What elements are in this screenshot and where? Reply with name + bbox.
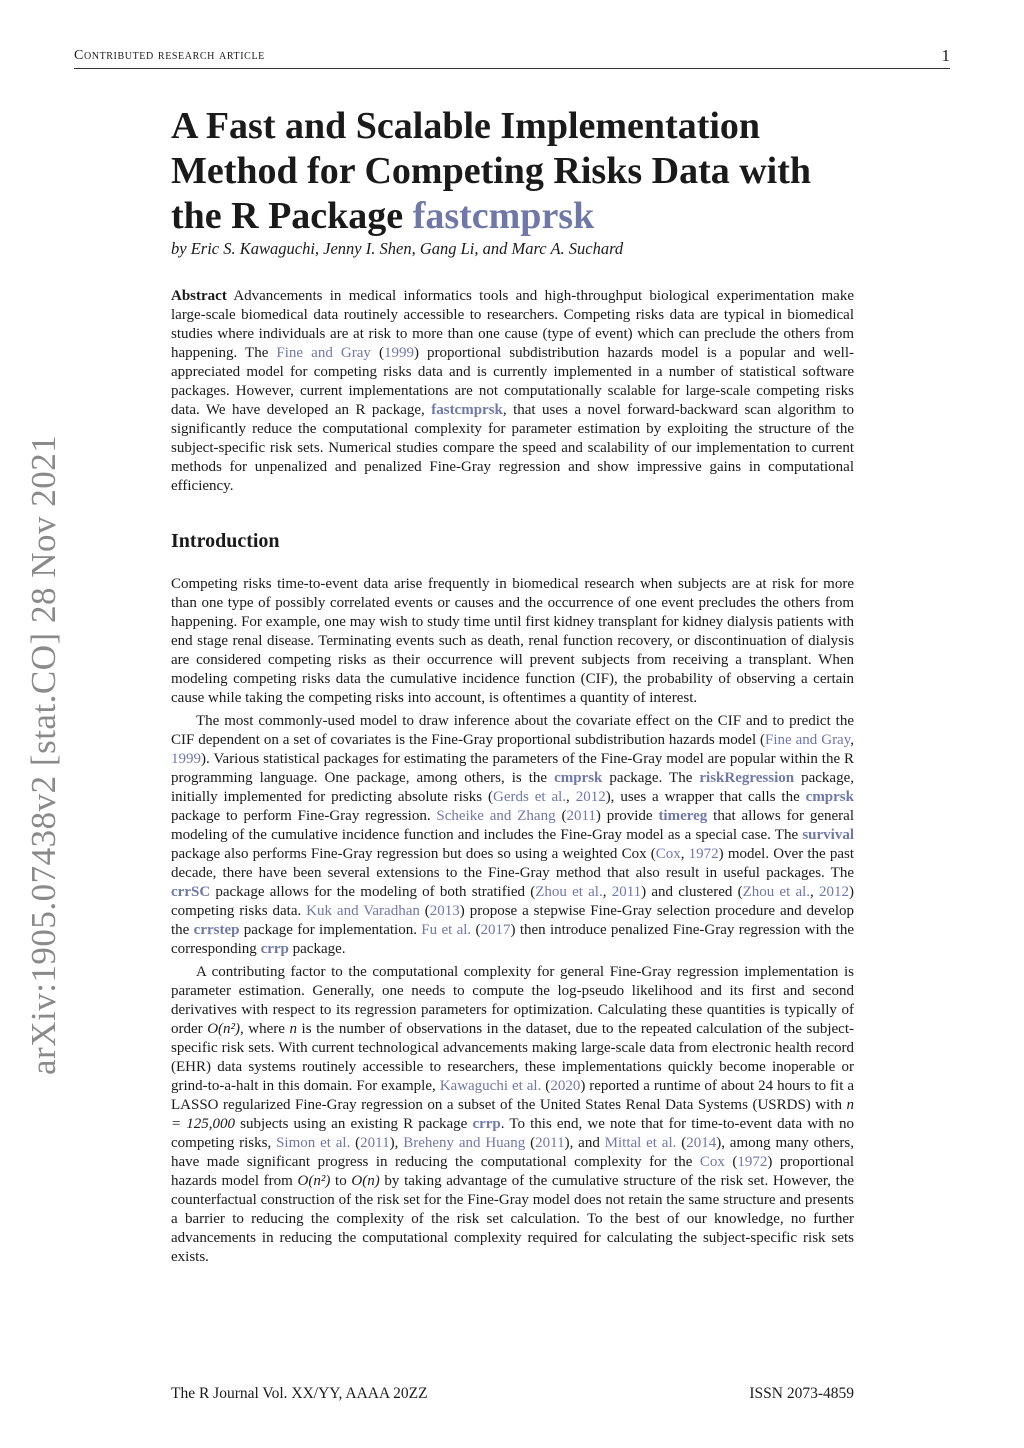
package-link[interactable]: crrp	[472, 1116, 501, 1132]
text-span: , where	[240, 1021, 290, 1037]
text-span: by taking advantage of the cumulative structure of the risk set. However, the counterfactual construction of the risk set for the Fine-Gray model does not retain the same structure and presents a barrier to reducing the complexity of the risk set calculation. To the best of our knowledge, no further advancements in reducing the computational complexity required for calculating the subject-specific risk sets exists.	[171, 1173, 855, 1265]
package-link[interactable]: timereg	[658, 808, 708, 824]
citation-year-link[interactable]: 2017	[480, 922, 511, 938]
text-span: package for implementation.	[239, 922, 422, 938]
text-span: package. The	[602, 770, 700, 786]
citation-link[interactable]: Breheny and Huang	[403, 1135, 526, 1151]
text-span: ) provide	[595, 808, 659, 824]
text-span: package.	[288, 941, 346, 957]
running-header	[74, 46, 950, 69]
text-span: (	[350, 1135, 361, 1151]
text-span: ) model. Over the past decade, there have been several extensions to the Fine-Gray method that also result in useful packages. The	[171, 846, 855, 881]
text-span: ,	[566, 789, 576, 805]
paragraph-3	[171, 963, 854, 1267]
citation-year-link[interactable]: 2011	[535, 1135, 565, 1151]
text-span: ),	[389, 1135, 404, 1151]
text-span: ), and	[564, 1135, 605, 1151]
package-link[interactable]: crrstep	[193, 922, 240, 938]
paragraph-1: Competing risks time-to-event data arise frequently in biomedical research when subjects are at risk for more than one type of possibly correlated events or causes and the occurrence of one event precludes the others from happening. For example, one may wish to study time until first kidney transplant for kidney dialysis patients with end stage renal disease. Terminating events such as death, renal function recovery, or discontinuation of dialysis are considered competing risks as their occurrence will prevent subjects from receiving a transplant. When modeling competing risks data the cumulative incidence function (CIF), the probability of observing a certain cause while taking the competing risks into account, is oftentimes a quantity of interest.	[171, 576, 854, 706]
citation-link[interactable]: Fu et al.	[421, 922, 472, 938]
section-label: Contributed research article	[74, 48, 265, 63]
citation-link[interactable]: Gerds et al.	[493, 789, 567, 805]
citation-year-link[interactable]: 2012	[819, 884, 850, 900]
text-span: to	[330, 1173, 352, 1189]
text-span: A contributing factor to the computational complexity for general Fine-Gray regression implementation is parameter estimation. Generally, one needs to compute the log-pseudo likelihood and its first and second derivatives with respect to its regression parameters for optimization. Calculating these quantities is typically of order	[171, 964, 854, 1037]
math-expression: O(n²)	[297, 1173, 331, 1189]
journal-footer: The R Journal Vol. XX/YY, AAAA 20ZZ	[171, 1385, 428, 1402]
text-span: ) then introduce penalized Fine-Gray regression with the corresponding	[171, 922, 854, 957]
text-span: (	[471, 922, 481, 938]
citation-link[interactable]: Kawaguchi et al.	[439, 1078, 542, 1094]
citation-link[interactable]: Fine and Gray	[765, 732, 851, 748]
math-expression: n	[289, 1021, 297, 1037]
text-span: is the number of observations in the dataset, due to the repeated calculation of the subject-specific risk sets. With current technological advancements making large-scale data from electronic health record (EHR) data systems routinely accessible to researchers, these implementations quickly become inoperable or grind-to-a-halt in this domain. For example,	[171, 1021, 854, 1094]
text-span: ) propose a stepwise Fine-Gray selection procedure and develop the	[171, 903, 855, 938]
text-span: ). Various statistical packages for estimating the parameters of the Fine-Gray model are popular within the R programming language. One package, among others, is the	[171, 751, 854, 786]
citation-year-link[interactable]: 2011	[611, 884, 642, 900]
paragraph-2	[171, 712, 854, 959]
citation-year-link[interactable]: 2011	[566, 808, 596, 824]
package-link[interactable]: survival	[802, 827, 854, 843]
text-span: package allows for the modeling of both stratified (	[210, 884, 536, 900]
math-expression: n = 125,000	[171, 1097, 854, 1132]
text-span: ,	[810, 884, 820, 900]
package-link[interactable]: fastcmprsk	[431, 402, 503, 418]
author-list: by Eric S. Kawaguchi, Jenny I. Shen, Gang Li, and Marc A. Suchard	[171, 239, 624, 258]
text-span: ), among many others, have made significant progress in reducing the computational complexity for the	[171, 1135, 855, 1170]
title-line-2: Method for Competing Risks Data with	[171, 150, 812, 192]
paper-title	[171, 104, 891, 239]
issn-footer: ISSN 2073-4859	[749, 1385, 854, 1402]
text-span: ) reported a runtime of about 24 hours to fit a LASSO regularized Fine-Gray regression on a subset of the United States Renal Data Systems (USRDS) with	[171, 1078, 854, 1113]
citation-link[interactable]: Zhou et al.	[535, 884, 603, 900]
citation-year-link[interactable]: 2020	[550, 1078, 581, 1094]
abstract-label: Abstract	[171, 288, 227, 304]
citation-year-link[interactable]: 2013	[429, 903, 460, 919]
citation-year-link[interactable]: 2012	[575, 789, 606, 805]
text-span: ) proportional hazards model from	[171, 1154, 854, 1189]
section-heading: Introduction	[171, 530, 280, 552]
package-link[interactable]: riskRegression	[699, 770, 795, 786]
package-link[interactable]: crrp	[260, 941, 289, 957]
package-link[interactable]: cmprsk	[805, 789, 854, 805]
abstract-text: Advancements in medical informatics tools and high-throughput biological experimentation make large-scale biomedical data routinely accessible to researchers. Competing risks data are typical in biomedical studies where individuals are at risk to more than one cause (type of event) which can preclude the others from happening. The	[171, 288, 854, 361]
text-span: ), uses a wrapper that calls the	[605, 789, 806, 805]
citation-link[interactable]: Simon et al.	[276, 1135, 351, 1151]
text-span: package to perform Fine-Gray regression.	[171, 808, 437, 824]
citation-paren: (	[370, 345, 384, 361]
package-link[interactable]: crrSC	[171, 884, 211, 900]
citation-year-link[interactable]: 2014	[686, 1135, 717, 1151]
text-span: ,	[850, 732, 854, 748]
title-line-1: A Fast and Scalable Implementation	[171, 105, 761, 147]
math-expression: O(n²)	[207, 1021, 241, 1037]
text-span: (	[555, 808, 567, 824]
text-span: (	[419, 903, 430, 919]
text-span: that allows for general modeling of the cumulative incidence function and includes the Fine-Gray model as a special case. The	[171, 808, 855, 843]
text-span: ) and clustered (	[641, 884, 743, 900]
abstract-text: proportional subdistribution hazards model is a popular and well-appreciated model for competing risks data and is currently implemented in a number of statistical software packages. However, current implementations are not computationally scalable for large-scale competing risks data. We have developed an R package,	[171, 345, 854, 418]
introduction-body	[171, 575, 854, 1271]
citation-link[interactable]: Kuk and Varadhan	[306, 903, 420, 919]
text-span: (	[541, 1078, 551, 1094]
citation-link[interactable]: Cox	[655, 846, 681, 862]
citation-link[interactable]: Zhou et al.	[742, 884, 811, 900]
citation-year-link[interactable]: 2011	[360, 1135, 390, 1151]
text-span: (	[724, 1154, 738, 1170]
citation-year-link[interactable]: 1972	[737, 1154, 768, 1170]
text-span: ) competing risks data.	[171, 884, 855, 919]
text-span: package also performs Fine-Gray regression but does so using a weighted Cox (	[171, 846, 656, 862]
page-number: 1	[941, 46, 950, 65]
abstract-text: , that uses a novel forward-backward scan algorithm to significantly reduce the computational complexity for parameter estimation by exploiting the structure of the subject-specific risk sets. Numerical studies compare the speed and scalability of our implementation to current methods for unpenalized and penalized Fine-Gray regression and show impressive gains in computational efficiency.	[171, 402, 854, 494]
citation-paren: )	[413, 345, 419, 361]
citation-year-link[interactable]: 1972	[688, 846, 719, 862]
title-package-link[interactable]: fastcmprsk	[412, 195, 595, 237]
text-span: . To this end, we note that for time-to-event data with no competing risks,	[171, 1116, 854, 1151]
citation-year-link[interactable]: 1999	[383, 345, 414, 361]
text-span: (	[676, 1135, 687, 1151]
text-span: subjects using an existing R package	[235, 1116, 473, 1132]
text-span: (	[525, 1135, 536, 1151]
citation-link[interactable]: Mittal et al.	[604, 1135, 677, 1151]
abstract	[171, 287, 854, 496]
citation-link[interactable]: Cox	[699, 1154, 725, 1170]
title-line-3: the R Package	[171, 195, 413, 237]
text-span: ,	[680, 846, 689, 862]
package-link[interactable]: cmprsk	[554, 770, 603, 786]
citation-link[interactable]: Scheike and Zhang	[436, 808, 556, 824]
arxiv-stamp: arXiv:1905.07438v2 [stat.CO] 28 Nov 2021	[24, 434, 63, 1075]
text-span: ,	[602, 884, 612, 900]
citation-year-link[interactable]: 1999	[171, 751, 201, 767]
math-expression: O(n)	[351, 1173, 380, 1189]
text-span: package, initially implemented for predicting absolute risks (	[171, 770, 854, 805]
text-span: The most commonly-used model to draw inference about the covariate effect on the CIF and to predict the CIF dependent on a set of covariates is the Fine-Gray proportional subdistribution hazards model (	[171, 713, 854, 748]
citation-link[interactable]: Fine and Gray	[276, 345, 371, 361]
